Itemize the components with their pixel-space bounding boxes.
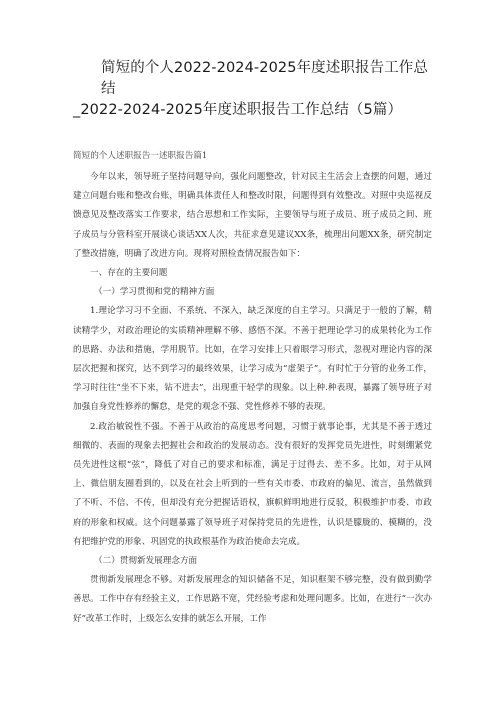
intro-paragraph: 今年以来，领导班子坚持问题导向，强化问题整改，针对民主生活会上查摆的问题，通过建立问题台账和整改台账，明确具体责任人和整改时限，问题得到有效整改。对照中央巡视反馈意见及整改落实工作要求，结合思想和工作实际，主要领导与班子成员、班子成员之间、班子成员与分管科室开展谈心谈话XX人次，共征求意见建议XX条，梳理出问题XX条，研究制定了整改措施，明确了改进方向。现将对照检查情况报告如下：	[73, 172, 432, 259]
subsection-heading-study: （一）学习贯彻和党的精神方面	[94, 287, 215, 298]
paragraph-political-sensitivity: 2.政治敏锐性不强。不善于从政治的高度思考问题，习惯于就事论事，尤其是不善于透过细微的、表面的现象去把握社会和政治的发展动态。没有很好的发挥党员先进性，时刻绷紧党员先进性这根“弦”，降低了对自己的要求和标准，满足于过得去、差不多。比如，对于从网上、微信朋友圈看到的，以及在社会上听到的一些有关市委、市政府的偏见、流言，虽然做到了不听、不信、不传，但却没有充分把握话语权，旗帜鲜明地进行反驳，积极维护市委、市政府的形象和权威。这个问题暴露了领导班子对保持党员的先进性，认识是朦胧的、模糊的，没有把维护党的形象、巩固党的执政根基作为政治使命去完成。	[73, 421, 432, 547]
document-title	[73, 58, 432, 121]
section-subhead: 简短的个人述职报告一述职报告篇1	[73, 151, 208, 161]
section-heading-problems: 一、存在的主要问题	[90, 268, 168, 279]
title-line-1: 简短的个人2022-2024-2025年度述职报告工作总结	[101, 60, 428, 97]
paragraph-theory-study: 1.理论学习习不全面、不系统、不深入，缺乏深度的自主学习。只满足于一般的了解，精读精学少，对政治理论的实质精神理解不够、感悟不深。不善于把理论学习的成果转化为工作的思路、办法和措施，学用脱节。比如，在学习安排上只着眼学习形式，忽视对理论内容的深层次把握和探究，达不到学习的最终效果，让学习成为“虚架子”。有时忙于分管的业务工作，学习时往往“坐不下来，钻不进去”，出现重干轻学的现象。以上种.种表现，暴露了领导班子对加强自身党性修养的懈怠，是党的观念不强、党性修养不够的表现。	[73, 306, 432, 413]
paragraph-new-development: 贯彻新发展理念不够。对新发展理念的知识储备不足，知识框架不够完整，没有做到勤学善思。工作中存有经验主义，工作思路不宽，凭经验考虑和处理问题多。比如，在进行“一次办好”改革工作时，上级怎么安排的就怎么开展，工作	[73, 575, 432, 624]
title-line-2: _2022-2024-2025年度述职报告工作总结（5篇）	[73, 102, 403, 118]
subsection-heading-development: （二）贯彻新发展理念方面	[94, 556, 198, 567]
